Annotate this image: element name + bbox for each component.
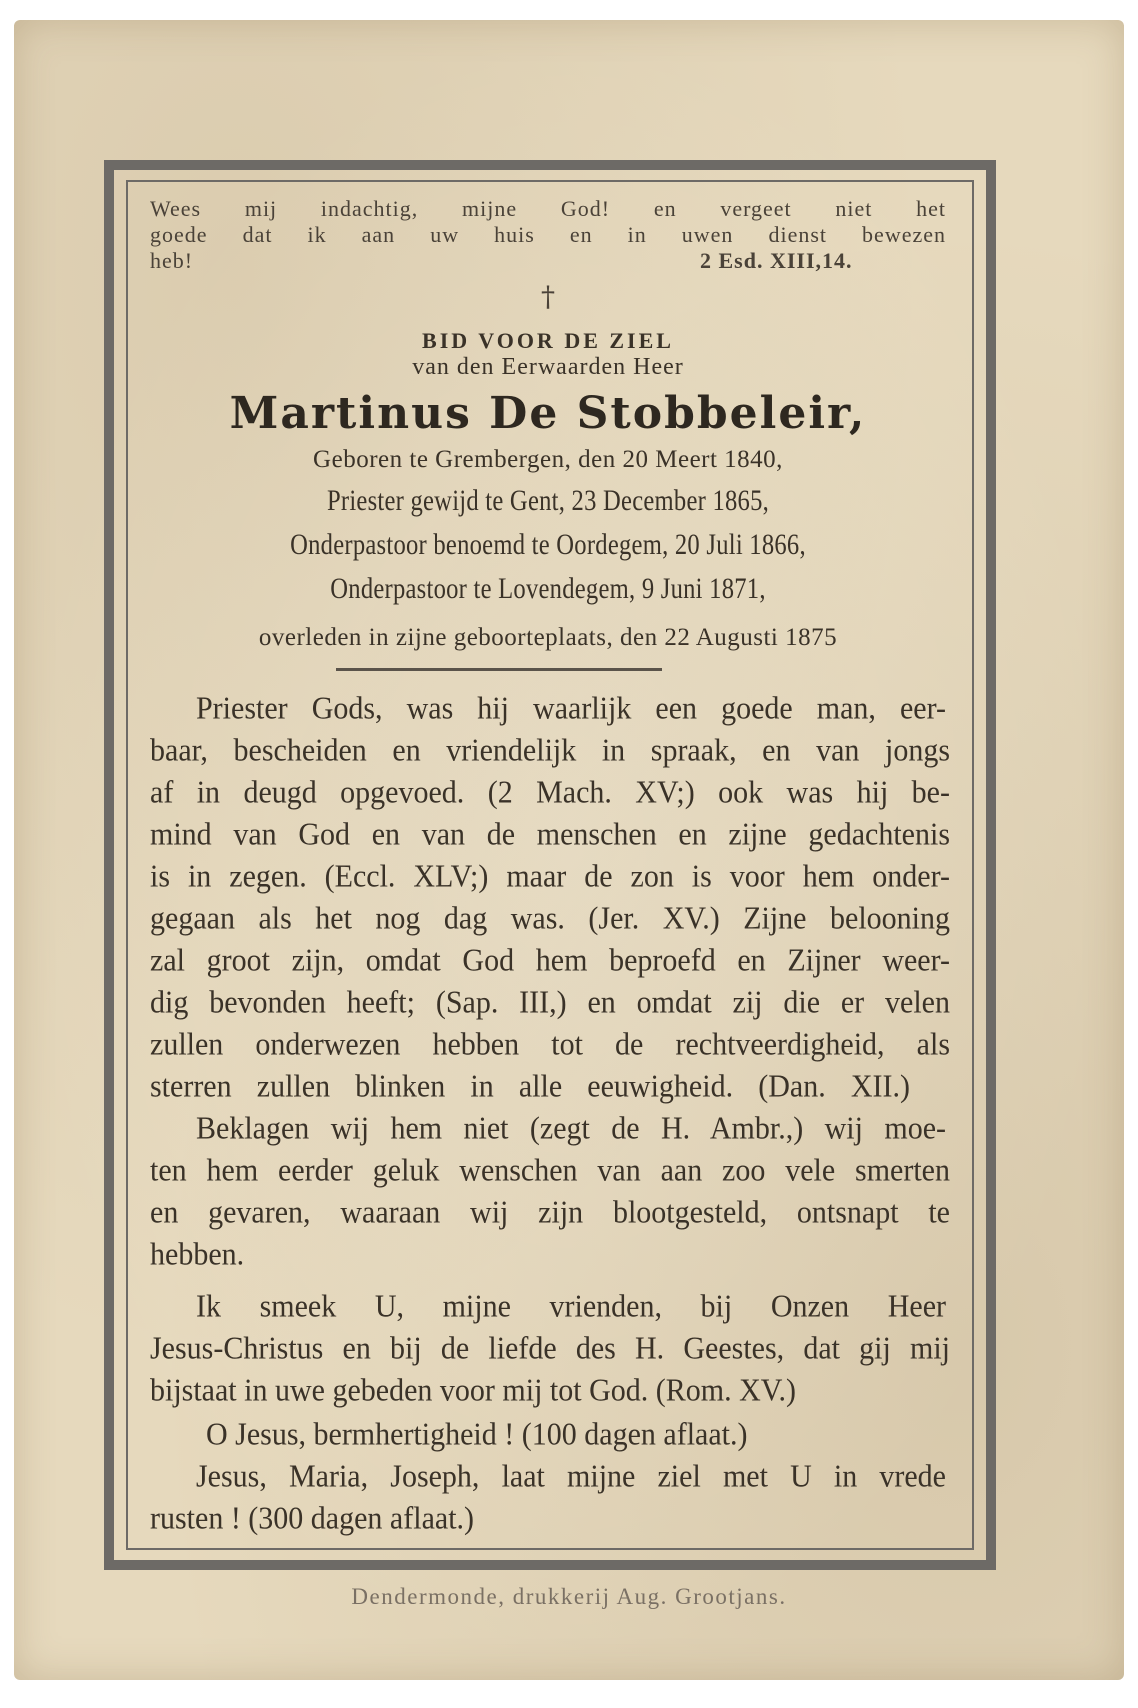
body-line: gegaan als het nog dag was. (Jer. XV.) Zijne belooning [150, 901, 950, 936]
body-line: is in zegen. (Eccl. XLV;) maar de zon is voor hem onder- [150, 859, 950, 894]
body-line: Beklagen wij hem niet (zegt de H. Ambr.,) wij moe- [196, 1111, 946, 1146]
heading-bid-voor-de-ziel: BID VOOR DE ZIEL [422, 328, 674, 353]
body-line: Priester Gods, was hij waarlijk een goede man, eer- [196, 691, 946, 726]
indulgence-line-2: Jesus, Maria, Joseph, laat mijne ziel met U in vrede [196, 1459, 946, 1494]
indulgence-line-3: rusten ! (300 dagen aflaat.) [150, 1501, 475, 1536]
subheading: van den Eerwaarden Heer [412, 354, 684, 380]
body-line: hebben. [150, 1237, 245, 1272]
body-line: mind van God en van de menschen en zijne gedachtenis [150, 817, 950, 852]
body-line: zal groot zijn, omdat God hem beproefd en Zijner weer- [150, 943, 950, 978]
fact-lovendegem: Onderpastoor te Lovendegem, 9 Juni 1871, [330, 572, 766, 605]
body-line: dig bevonden heeft; (Sap. III,) en omdat zij die er velen [150, 985, 950, 1020]
body-line: sterren zullen blinken in alle eeuwigheid. (Dan. XII.) [150, 1069, 910, 1104]
body-line: en gevaren, waaraan wij zijn blootgesteld, ontsnapt te [150, 1195, 950, 1230]
body-line: ten hem eerder geluk wenschen van aan zoo vele smerten [150, 1153, 950, 1188]
divider-rule [336, 668, 662, 671]
body-line: bijstaat in uwe gebeden voor mij tot God. (Rom. XV.) [150, 1373, 797, 1408]
epigraph-reference: 2 Esd. XIII,14. [700, 248, 853, 273]
cross-symbol: † [541, 280, 555, 313]
epigraph-line-3: heb! [150, 248, 194, 273]
body-line: Ik smeek U, mijne vrienden, bij Onzen Heer [196, 1289, 946, 1324]
fact-birth: Geboren te Grembergen, den 20 Meert 1840, [313, 446, 783, 473]
printer-imprint: Dendermonde, drukkerij Aug. Grootjans. [351, 1584, 787, 1609]
fact-oordegem: Onderpastoor benoemd te Oordegem, 20 Juli 1866, [290, 528, 806, 561]
body-line: af in deugd opgevoed. (2 Mach. XV;) ook was hij be- [150, 775, 950, 810]
deceased-name: Martinus De Stobbeleir, [229, 388, 867, 439]
body-line: baar, bescheiden en vriendelijk in spraak, en van jongs [150, 733, 950, 768]
fact-ordination: Priester gewijd te Gent, 23 December 1865, [326, 484, 770, 517]
fact-death: overleden in zijne geboorteplaats, den 22 Augusti 1875 [258, 624, 838, 651]
epigraph-line-2: goede dat ik aan uw huis en in uwen dienst bewezen [150, 222, 946, 247]
indulgence-line-1: O Jesus, bermhertigheid ! (100 dagen aflaat.) [206, 1417, 748, 1452]
body-line: zullen onderwezen hebben tot de rechtveerdigheid, als [150, 1027, 950, 1062]
epigraph-line-1: Wees mij indachtig, mijne God! en vergeet niet het [150, 196, 946, 221]
body-line: Jesus-Christus en bij de liefde des H. Geestes, dat gij mij [150, 1331, 950, 1366]
